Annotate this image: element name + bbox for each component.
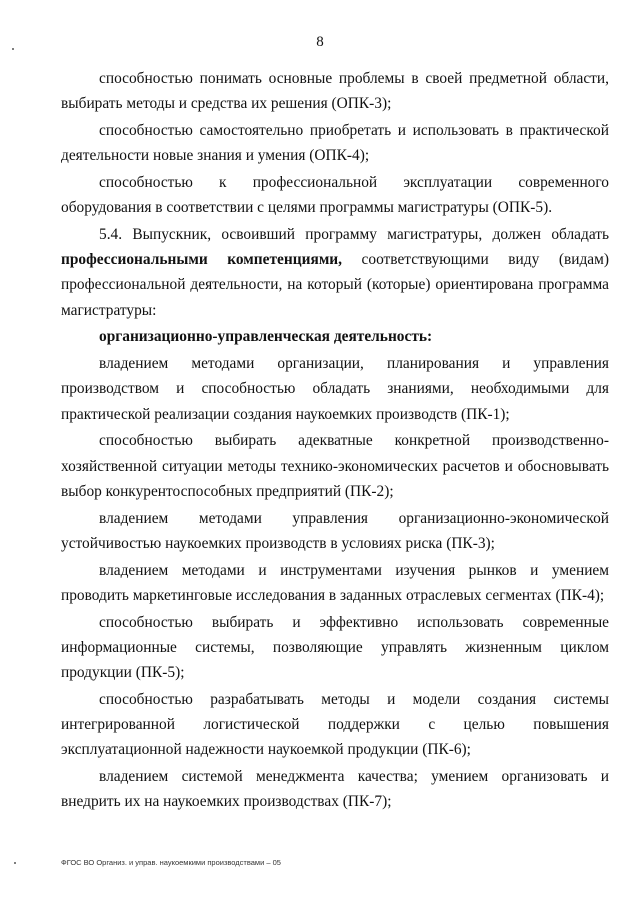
paragraph-opk4: способностью самостоятельно приобретать и использовать в практической деятельности новые знания и умения (ОПК-4);	[61, 122, 609, 165]
paragraph-opk5: способностью к профессиональной эксплуатации современного оборудования в соответствии с целями программы магистратуры (ОПК-5).	[61, 174, 609, 217]
paragraph-pk6: способностью разрабатывать методы и модели создания системы интегрированной логистической поддержки с целью повышения эксплуатационной надежности наукоемкой продукции (ПК-6);	[61, 690, 609, 759]
page-number: 8	[316, 34, 324, 50]
section-5-4-continuation: соответствующими виду (видам) профессиональной деятельности, на который (которые) ориентирована программа магистратуры:	[61, 251, 609, 319]
page-footer: ФГОС ВО Организ. и управ. наукоемкими производствами – 05	[61, 858, 281, 867]
paragraph-pk2: способностью выбирать адекватные конкретной производственно-хозяйственной ситуации методы технико-экономических расчетов и обосновывать выбор конкурентоспособных предприятий (ПК-2);	[61, 432, 609, 500]
paragraph-section-5-4	[61, 222, 609, 323]
paragraph-pk4: владением методами и инструментами изучения рынков и умением проводить маркетинговые исследования в заданных отраслевых сегментах (ПК-4);	[61, 561, 609, 604]
activity-heading: организационно-управленческая деятельность:	[99, 328, 433, 346]
paragraph-pk5: способностью выбирать и эффективно использовать современные информационные системы, позволяющие управлять жизненным циклом продукции (ПК-5);	[61, 613, 609, 682]
paragraph-pk7: владением системой менеджмента качества; умением организовать и внедрить их на наукоемких производствах (ПК-7);	[61, 768, 609, 811]
section-5-4-bold-term: профессиональными компетенциями,	[61, 251, 343, 269]
paragraph-pk3: владением методами управления организационно-экономической устойчивостью наукоемких производств в условиях риска (ПК-3);	[61, 509, 609, 552]
section-5-4-intro: 5.4. Выпускник, освоивший программу магистратуры, должен обладать	[99, 226, 609, 243]
scan-speck	[14, 862, 16, 864]
paragraph-opk3: способностью понимать основные проблемы в своей предметной области, выбирать методы и средства их решения (ОПК-3);	[61, 70, 609, 113]
paragraph-pk1: владением методами организации, планирования и управления производством и способностью обладать знаниями, необходимыми для практической реализации создания наукоемких производств (ПК-1);	[61, 355, 609, 423]
page-body	[61, 66, 609, 816]
